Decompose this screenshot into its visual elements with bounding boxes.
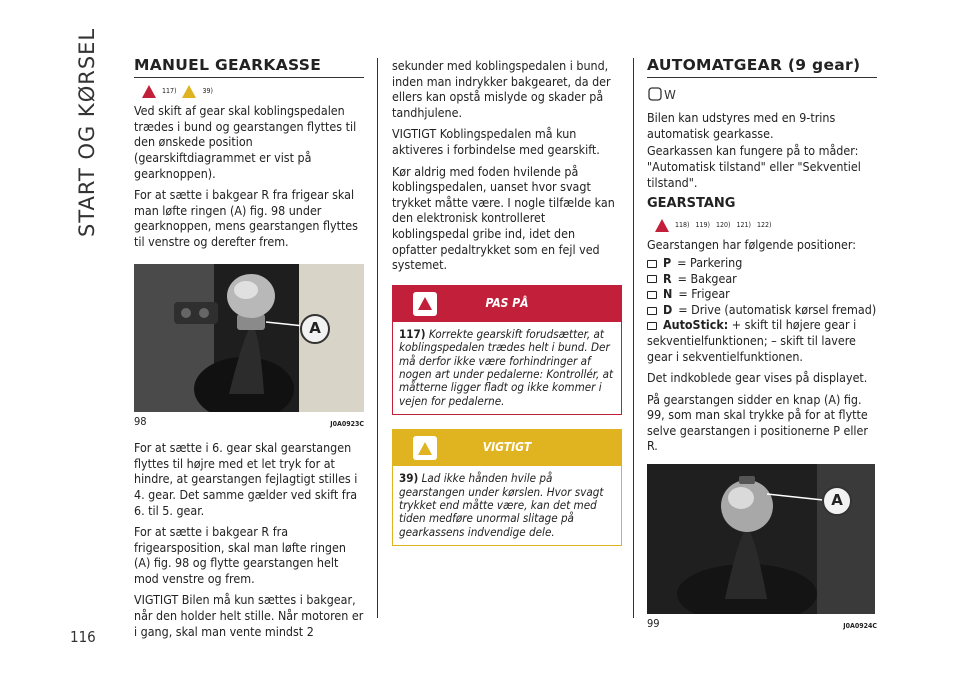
warning-ref: 121)	[736, 220, 751, 229]
column-divider	[377, 58, 378, 618]
section-heading: MANUEL GEARKASSE	[134, 58, 364, 78]
paragraph: Ved skift af gear skal koblingspedalen trædes i bund og gearstangen flyttes til den ønskede position (gearskiftdiagrammet er vist på gearknoppen).	[134, 103, 357, 181]
paragraph: VIGTIGT Koblingspedalen må kun aktiveres i forbindelse med gearskift.	[392, 126, 600, 157]
important-box-body	[393, 466, 621, 545]
figure-number: 99	[647, 617, 660, 631]
figure-code: J0A0923C	[330, 419, 364, 428]
bullet-icon	[647, 275, 657, 283]
paragraph: For at sætte i bakgear R fra frigearsposition, skal man løfte ringen (A) fig. 98 og flytte gearstangen helt mod venstre og frem.	[134, 524, 346, 586]
important-icon	[413, 436, 437, 460]
bullet-icon	[647, 291, 657, 299]
figure-code: J0A0924C	[843, 622, 877, 631]
paragraph: Gearstangen har følgende positioner:	[647, 237, 857, 253]
gear-key: P	[663, 254, 672, 270]
paragraph: Kør aldrig med foden hvilende på koblingspedalen, uanset hvor svagt trykket måtte være. I nogle tilfælde kan den elektronisk kontrolleret koblingspedal gribe ind, idet den opfatter pedaltrykket som en fejl ved systemet.	[392, 163, 615, 273]
gear-position-item	[647, 271, 877, 287]
gear-position-item	[647, 286, 877, 302]
gear-lever-illustration	[134, 264, 364, 412]
page-number: 116	[70, 628, 96, 646]
paragraph: Gearkassen kan fungere på to måder: "Automatisk tilstand" eller "Sekventiel tilstand".	[647, 143, 861, 190]
paragraph: For at sætte i 6. gear skal gearstangen flyttes til højre med et let tryk for at hindre, at gearstangen fejlagtigt stilles i 4. gear. Det samme gælder ved skift fra 6. til 5. gear.	[134, 440, 358, 518]
gear-key: R	[663, 270, 672, 286]
gear-desc: = Parkering	[677, 254, 743, 270]
warning-triangle-icon	[142, 85, 156, 98]
gear-desc: + skift til højere gear i sekventielfunktionen; – skift til lavere gear i sekventielfunktionen.	[647, 317, 857, 364]
gear-key: N	[663, 286, 673, 302]
gear-position-item	[647, 317, 877, 364]
important-box	[392, 429, 622, 546]
automatic-gearbox-icon	[647, 84, 877, 108]
paragraph: For at sætte i bakgear R fra frigear skal man løfte ringen (A) fig. 98 under gearknoppen, mens gearstangen flyttes til venstre og derefter frem.	[134, 187, 358, 249]
important-ref: 39)	[202, 86, 213, 95]
gear-position-item	[647, 255, 877, 271]
gear-desc: = Frigear	[678, 286, 730, 302]
subheading: GEARSTANG	[647, 196, 736, 212]
gear-key: AutoStick:	[663, 317, 729, 333]
side-title-text: START OG KØRSEL	[75, 27, 99, 237]
paragraph: Bilen kan udstyres med en 9-trins automatisk gearkasse.	[647, 110, 836, 141]
figure-98-photo	[134, 264, 364, 412]
warning-box-header	[393, 286, 621, 322]
column-divider	[633, 58, 634, 618]
warning-refs	[142, 84, 364, 100]
callout-a: A	[300, 314, 330, 344]
paragraph: På gearstangen sidder en knap (A) fig. 99, som man skal trykke på for at flytte selve gearstangen i positionerne P eller R.	[647, 391, 868, 454]
figure-caption	[647, 616, 877, 635]
warning-ref: 122)	[756, 220, 772, 229]
important-box-title: VIGTIGT	[482, 440, 532, 455]
important-box-ref: 39)	[399, 471, 419, 486]
important-triangle-icon	[182, 85, 196, 98]
right-column	[647, 58, 877, 635]
left-column	[134, 58, 364, 645]
bullet-icon	[647, 307, 657, 315]
paragraph: Det indkoblede gear vises på displayet.	[647, 370, 868, 386]
warning-box-text: Korrekte gearskift forudsætter, at koblingspedalen trædes helt i bund. Der må derfor ikke være forhindringer af nogen art under pedalerne: Kontrollér, at måtterne ligger fladt og ikke kommer i vejen for pedalerne.	[399, 326, 614, 408]
gear-desc: = Drive (automatisk kørsel fremad)	[678, 301, 877, 317]
warning-refs	[655, 218, 877, 234]
paragraph: VIGTIGT Bilen må kun sættes i bakgear, når den holder helt stille. Når motoren er i gang, skal man vente mindst 2	[134, 592, 364, 639]
gear-positions-list	[647, 255, 877, 364]
section-side-title	[60, 27, 120, 248]
bullet-icon	[647, 322, 657, 330]
gear-desc: = Bakgear	[677, 270, 737, 286]
warning-box	[392, 285, 622, 415]
warning-ref: 118)	[675, 220, 690, 229]
gear-key: D	[663, 301, 673, 317]
bullet-icon	[647, 260, 657, 268]
warning-box-ref: 117)	[399, 326, 426, 341]
figure-number: 98	[134, 414, 147, 428]
important-box-text: Lad ikke hånden hvile på gearstangen under kørslen. Hvor svagt trykket end måtte være, kan det med tiden medføre unormal slitage på gearkassens indvendige dele.	[399, 471, 604, 539]
warning-icon	[413, 292, 437, 316]
middle-column	[392, 58, 622, 546]
paragraph: sekunder med koblingspedalen i bund, inden man indrykker bakgearet, da der ellers kan opstå mislyde og skader på tandhjulene.	[392, 58, 611, 120]
warning-ref: 119)	[695, 220, 710, 229]
warning-ref: 120)	[715, 220, 731, 229]
warning-box-title: PAS PÅ	[485, 295, 529, 310]
figure-99-photo	[647, 464, 875, 614]
warning-ref: 117)	[162, 86, 177, 95]
callout-a: A	[822, 486, 852, 516]
warning-box-body	[393, 322, 621, 414]
important-box-header	[393, 430, 621, 466]
svg-text:W: W	[664, 87, 676, 102]
section-heading: AUTOMATGEAR (9 gear)	[647, 58, 877, 78]
figure-caption	[134, 414, 364, 433]
warning-triangle-icon	[655, 219, 669, 232]
gear-position-item	[647, 302, 877, 318]
